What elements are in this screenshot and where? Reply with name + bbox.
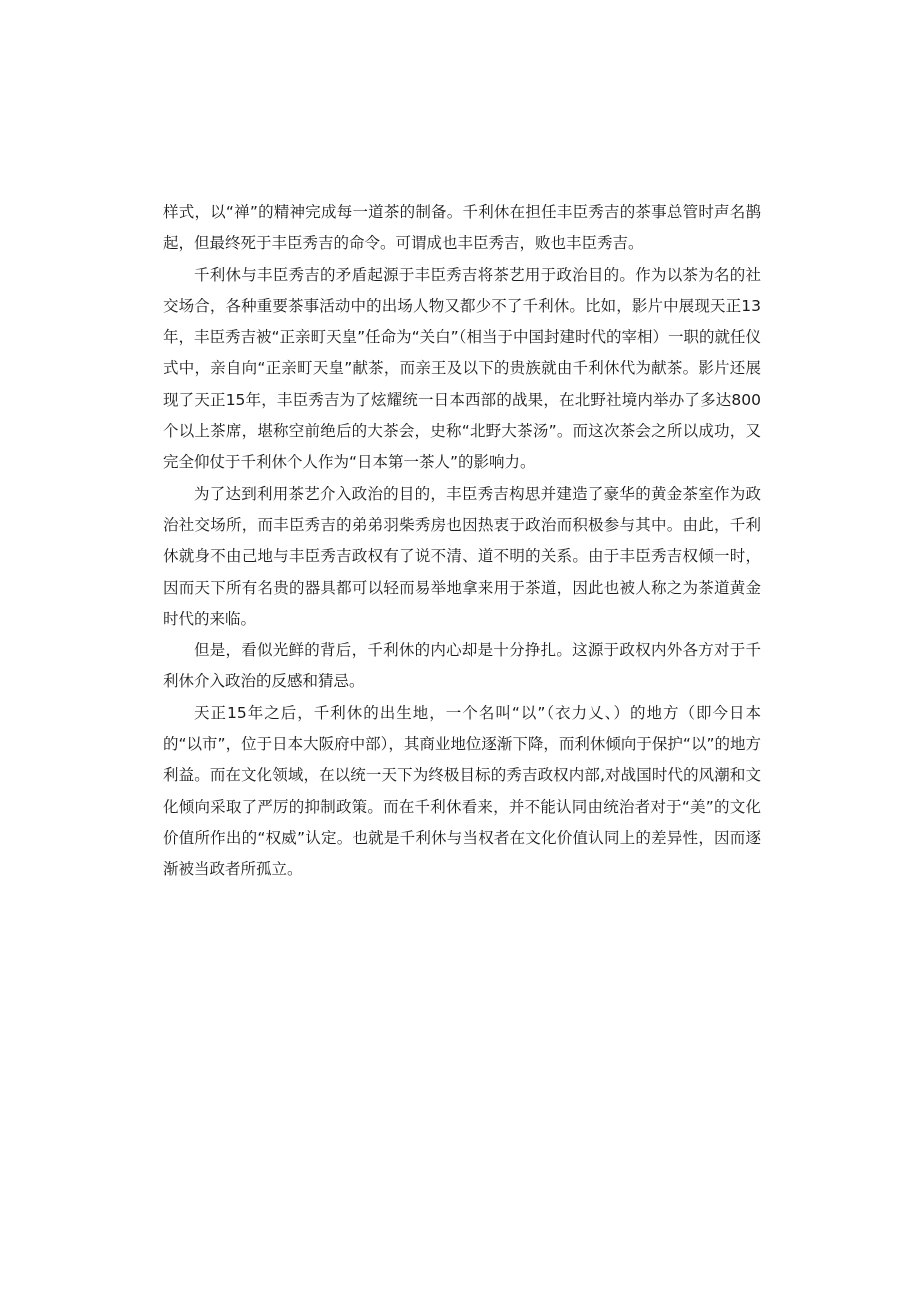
paragraph-1: 样式，以“禅”的精神完成每一道茶的制备。千利休在担任丰臣秀吉的茶事总管时声名鹊起，但最终死于丰臣秀吉的命令。可谓成也丰臣秀吉，败也丰臣秀吉。 [163,203,761,253]
paragraph-3: 为了达到利用茶艺介入政治的目的，丰臣秀吉构思并建造了豪华的黄金茶室作为政治社交场所，而丰臣秀吉的弟弟羽柴秀房也因热衷于政治而积极参与其中。由此，千利休就身不由己地与丰臣秀吉政权有了说不清、道不明的关系。由于丰臣秀吉权倾一时，因而天下所有名贵的器具都可以轻而易举地拿来用于茶道，因此也被人称之为茶道黄金时代的来临。 [163,484,761,628]
paragraph-5: 天正15年之后，千利休的出生地，一个名叫“以”（衣力乂、）的地方（即今日本的“以市”，位于日本大阪府中部），其商业地位逐渐下降，而利休倾向于保护“以”的地方利益。而在文化领域，在以统一天下为终极目标的秀吉政权内部,对战国时代的风潮和文化倾向采取了严厉的抑制政策。而在千利休看来，并不能认同由统治者对于“美”的文化价值所作出的“权威”认定。也就是千利休与当权者在文化价值认同上的差异性，因而逐渐被当政者所孤立。 [163,703,761,879]
paragraph-2: 千利休与丰臣秀吉的矛盾起源于丰臣秀吉将茶艺用于政治目的。作为以茶为名的社交场合，各种重要茶事活动中的出场人物又都少不了千利休。比如，影片中展现天正13年，丰臣秀吉被“正亲町天皇”任命为“关白”（相当于中国封建时代的宰相）一职的就任仪式中，亲自向“正亲町天皇”献茶，而亲王及以下的贵族就由千利休代为献茶。影片还展现了天正15年，丰臣秀吉为了炫耀统一日本西部的战果，在北野社境内举办了多达800个以上茶席，堪称空前绝后的大茶会，史称“北野大茶汤”。而这次茶会之所以成功，又完全仰仗于千利休个人作为“日本第一茶人”的影响力。 [163,265,761,472]
paragraph-4: 但是，看似光鲜的背后，千利休的内心却是十分挣扎。这源于政权内外各方对于千利休介入政治的反感和猜忌。 [163,641,761,691]
document-body [163,197,761,886]
